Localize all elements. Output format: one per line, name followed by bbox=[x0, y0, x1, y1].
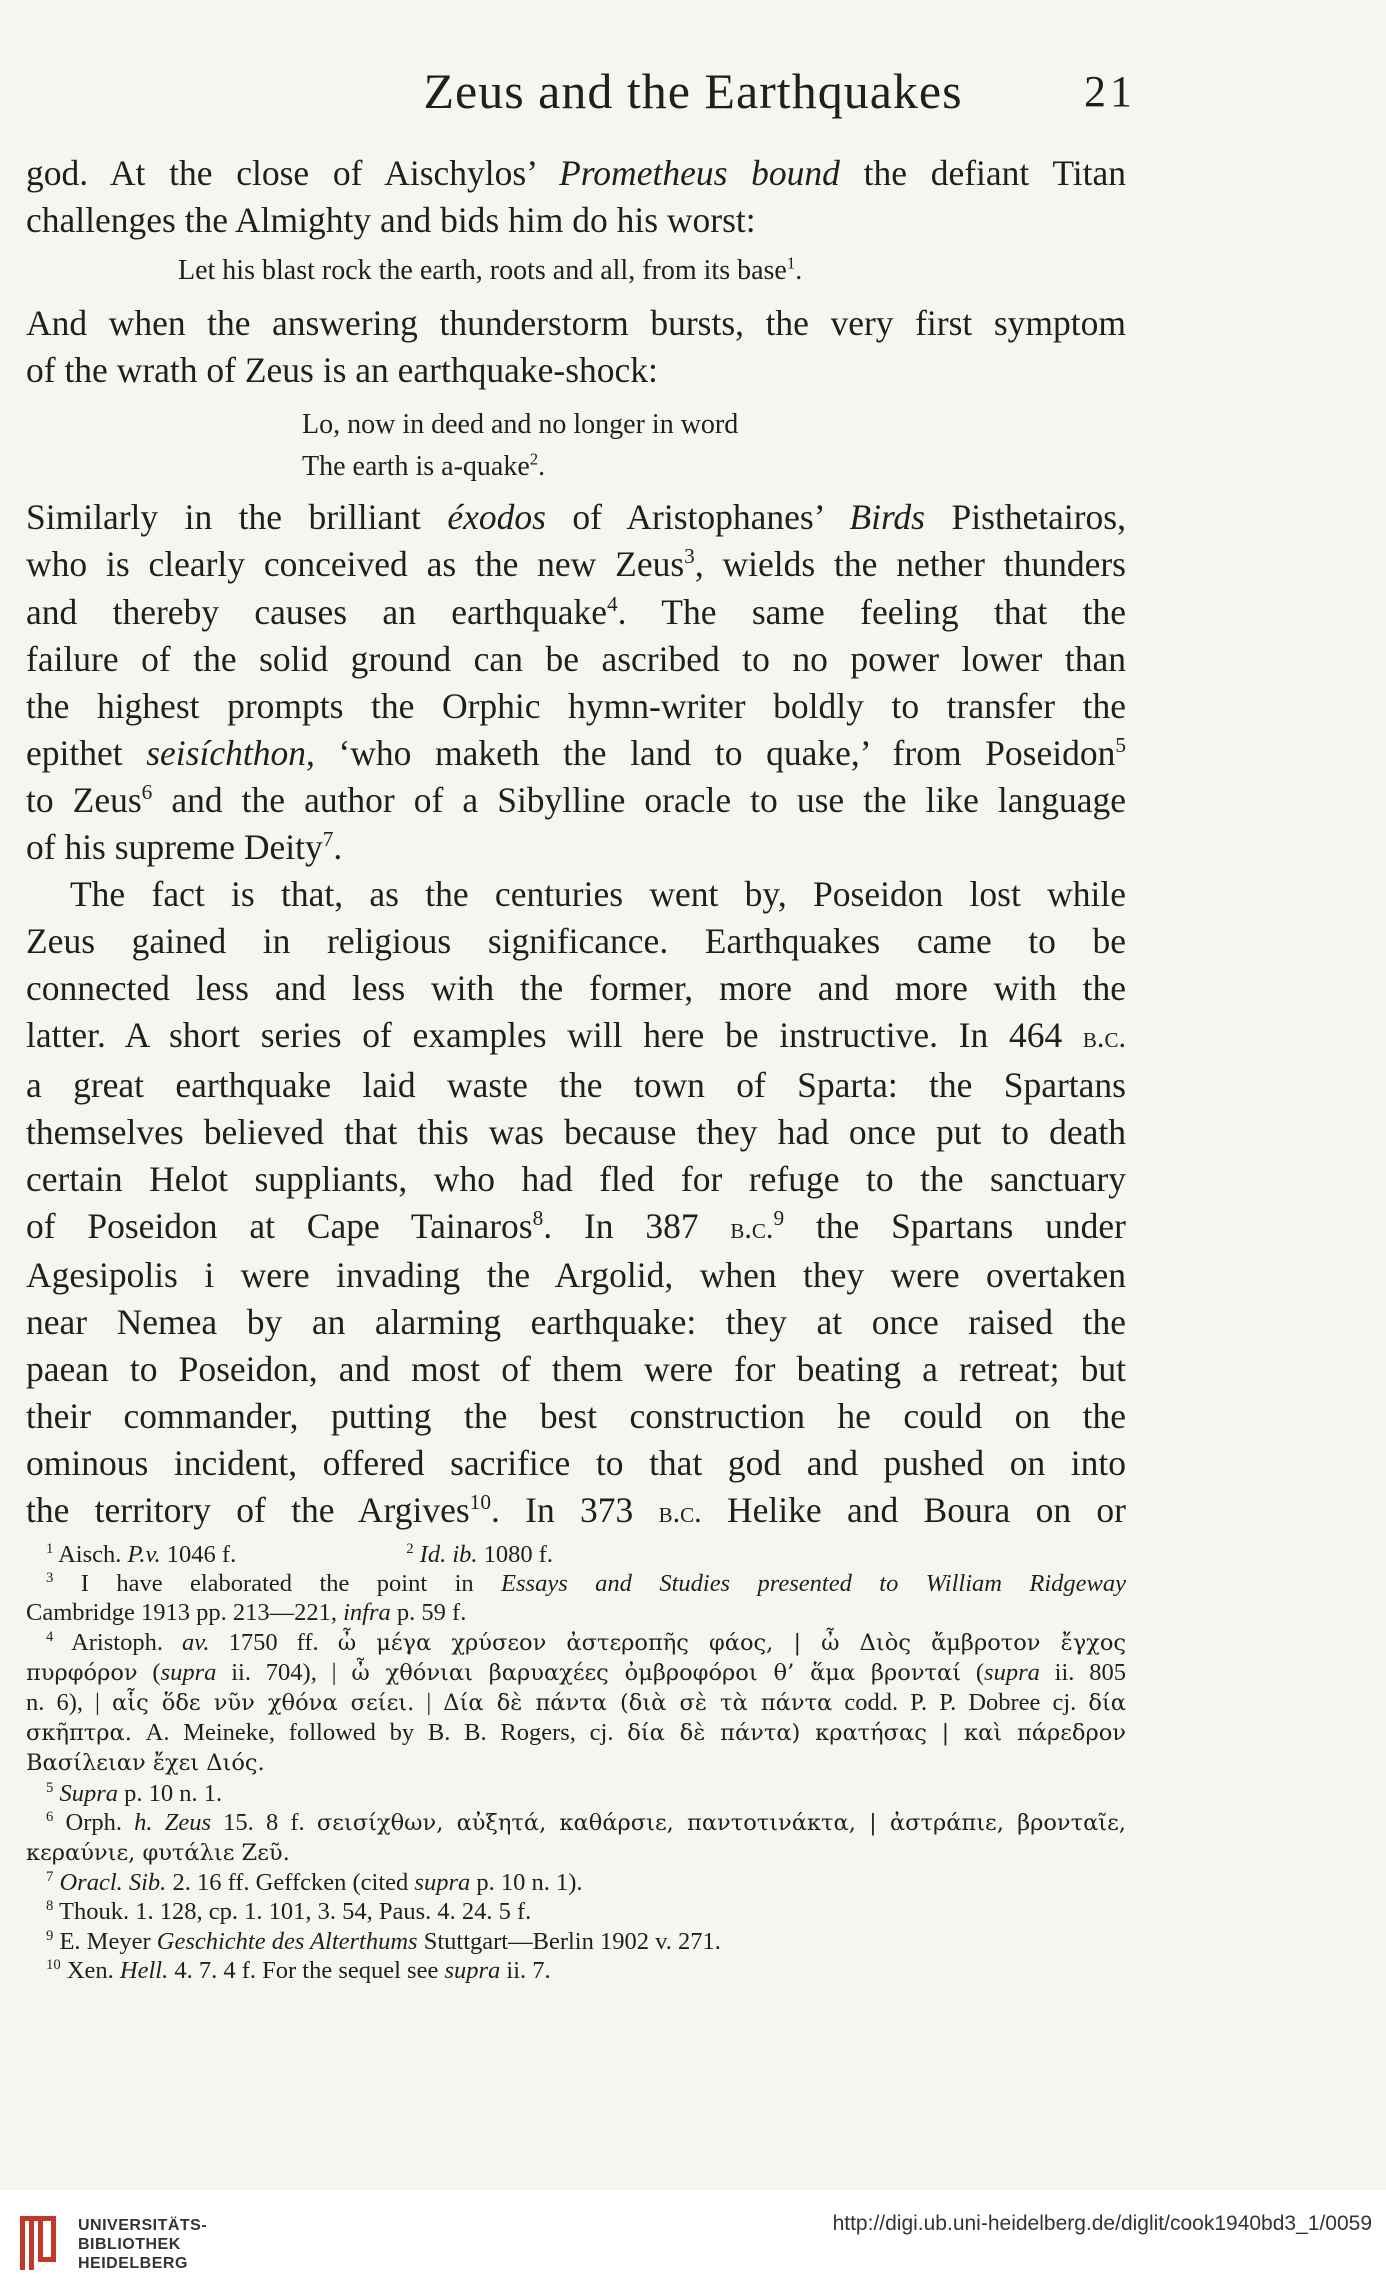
footnote-4-cont: πυρφόρον (supra ii. 704), | ὦ χθόνιαι βαρυαχέες ὀμβροφόροι θ’ ἅμα βρονταί (supra ii. 805 bbox=[26, 1658, 1126, 1686]
page-header bbox=[0, 62, 1386, 132]
block-quote: Lo, now in deed and no longer in word bbox=[302, 409, 739, 441]
page-number: 21 bbox=[1084, 67, 1136, 116]
ub-heidelberg-logo-icon[interactable] bbox=[16, 2210, 60, 2276]
text-line: of his supreme Deity$^7$. bbox=[26, 827, 343, 868]
footnote-4-cont: Βασίλειαν ἔχει Διός. bbox=[26, 1750, 265, 1777]
footnotes bbox=[26, 1540, 1126, 1985]
footnote-4-cont: n. 6), | αἷς ὅδε νῦν χθόνα σείει. | Δία δὲ πάντα (διὰ σὲ τὰ πάντα codd. P. P. Dobree cj. δία bbox=[26, 1689, 1126, 1717]
footnote-9: $^9$ E. Meyer Geschichte des Alterthums Stuttgart—Berlin 1902 v. 271. bbox=[46, 1927, 721, 1955]
text-line: Agesipolis i were invading the Argolid, when they were overtaken bbox=[26, 1254, 1126, 1295]
footnote-10: $^{10}$ Xen. Hell. 4. 7. 4 f. For the sequel see supra ii. 7. bbox=[46, 1956, 551, 1984]
main-text bbox=[26, 150, 1126, 1536]
work-title-prometheus: Prometheus bound bbox=[559, 153, 840, 193]
viewer-footer bbox=[0, 2190, 1386, 2292]
text-line: of Poseidon at Cape Tainaros$^8$. In 387 b.c.$^9$ the Spartans under bbox=[26, 1205, 1126, 1246]
footnote-6: $^6$ Orph. h. Zeus 15. 8 f. σεισίχθων, αὐξητά, καθάρσιε, παντοτινάκτα, | ἀστράπιε, βρονταῖε, bbox=[46, 1808, 1126, 1836]
text-line: connected less and less with the former, more and more with the bbox=[26, 968, 1126, 1009]
footnote-ref[interactable]: 8 bbox=[532, 1205, 544, 1230]
text-line: a great earthquake laid waste the town of Sparta: the Spartans bbox=[26, 1064, 1126, 1105]
text-line: challenges the Almighty and bids him do his worst: bbox=[26, 200, 756, 241]
running-title: Zeus and the Earthquakes bbox=[423, 63, 963, 119]
text-line: who is clearly conceived as the new Zeus$^3$, wields the nether thunders bbox=[26, 544, 1126, 585]
footnote-8: $^8$ Thouk. 1. 128, cp. 1. 101, 3. 54, Paus. 4. 24. 5 f. bbox=[46, 1898, 532, 1926]
text-line: Zeus gained in religious significance. Earthquakes came to be bbox=[26, 921, 1126, 962]
footnote-6-cont: κεραύνιε, φυτάλιε Ζεῦ. bbox=[26, 1840, 290, 1867]
footnote-ref[interactable]: 5 bbox=[1115, 733, 1127, 758]
text-line: to Zeus$^6$ and the author of a Sibylline oracle to use the like language bbox=[26, 779, 1126, 820]
text-line: their commander, putting the best construction he could on the bbox=[26, 1396, 1126, 1437]
footnote-3: $^3$ I have elaborated the point in Essays and Studies presented to William Ridgeway bbox=[46, 1570, 1127, 1598]
library-name: UNIVERSITÄTS- BIBLIOTHEK HEIDELBERG bbox=[78, 2217, 208, 2272]
text-line: themselves believed that this was because they had once put to death bbox=[26, 1111, 1126, 1152]
text-line: certain Helot suppliants, who had fled for refuge to the sanctuary bbox=[26, 1158, 1126, 1199]
footnote-1-2: $^1$ Aisch. P.v. 1046 f. $^2$ Id. ib. 1080 f. bbox=[46, 1540, 554, 1568]
text-line: of the wrath of Zeus is an earthquake-shock: bbox=[26, 350, 658, 391]
footnote-4: $^4$ Aristoph. av. 1750 ff. ὦ μέγα χρύσεον ἀστεροπῆς φάος, | ὦ Διὸς ἄμβροτον ἔγχος bbox=[46, 1628, 1127, 1656]
text-line: ominous incident, offered sacrifice to that god and pushed on into bbox=[26, 1443, 1126, 1484]
footnote-4-cont: σκῆπτρα. A. Meineke, followed by B. B. Rogers, cj. δία δὲ πάντα) κρατήσας | καὶ πάρεδρον bbox=[26, 1719, 1126, 1747]
text-line: epithet seisíchthon, ‘who maketh the land to quake,’ from Poseidon$^5$ bbox=[26, 732, 1127, 773]
text-line: And when the answering thunderstorm bursts, the very first symptom bbox=[26, 303, 1126, 344]
text-line: The fact is that, as the centuries went by, Poseidon lost while bbox=[70, 874, 1126, 915]
source-url-link[interactable]: http://digi.ub.uni-heidelberg.de/diglit/cook1940bd3_1/0059 bbox=[832, 2212, 1372, 2235]
text-line: latter. A short series of examples will here be instructive. In 464 b.c. bbox=[26, 1015, 1126, 1056]
footnote-ref[interactable]: 4 bbox=[607, 591, 618, 616]
footnote-ref[interactable]: 9 bbox=[773, 1205, 785, 1230]
footnote-ref[interactable]: 2 bbox=[529, 450, 539, 470]
footnote-ref[interactable]: 6 bbox=[141, 780, 153, 805]
work-title-birds: Birds bbox=[849, 497, 926, 538]
text-line: god. At the close of Aischylos’ Prometheus bound the defiant Titan bbox=[26, 153, 1127, 193]
block-quote: Let his blast rock the earth, roots and all, from its base$^1$. bbox=[178, 253, 803, 287]
block-quote: The earth is a-quake$^2$. bbox=[302, 450, 546, 483]
text-line: near Nemea by an alarming earthquake: they at once raised the bbox=[26, 1301, 1126, 1342]
footnote-ref[interactable]: 7 bbox=[322, 827, 334, 852]
text-line: paean to Poseidon, and most of them were for beating a retreat; but bbox=[26, 1349, 1126, 1390]
text-line: Similarly in the brilliant éxodos of Aristophanes’ Birds Pisthetairos, bbox=[26, 497, 1126, 538]
text-line: the highest prompts the Orphic hymn-writer boldly to transfer the bbox=[26, 685, 1126, 726]
footnote-5: $^5$ Supra p. 10 n. 1. bbox=[46, 1779, 223, 1807]
footnote-ref[interactable]: 1 bbox=[786, 253, 796, 273]
footnote-ref[interactable]: 3 bbox=[684, 544, 695, 569]
footnote-7: $^7$ Oracl. Sib. 2. 16 ff. Geffcken (cited supra p. 10 n. 1). bbox=[46, 1869, 583, 1897]
footnote-ref[interactable]: 10 bbox=[469, 1490, 491, 1515]
text-line: the territory of the Argives$^{10}$. In 373 b.c. Helike and Boura on or bbox=[26, 1490, 1126, 1531]
text-line: and thereby causes an earthquake$^4$. The same feeling that the bbox=[26, 591, 1126, 632]
footnote-3-cont: Cambridge 1913 pp. 213—221, infra p. 59 f. bbox=[26, 1599, 467, 1627]
text-line: failure of the solid ground can be ascribed to no power lower than bbox=[26, 638, 1126, 679]
